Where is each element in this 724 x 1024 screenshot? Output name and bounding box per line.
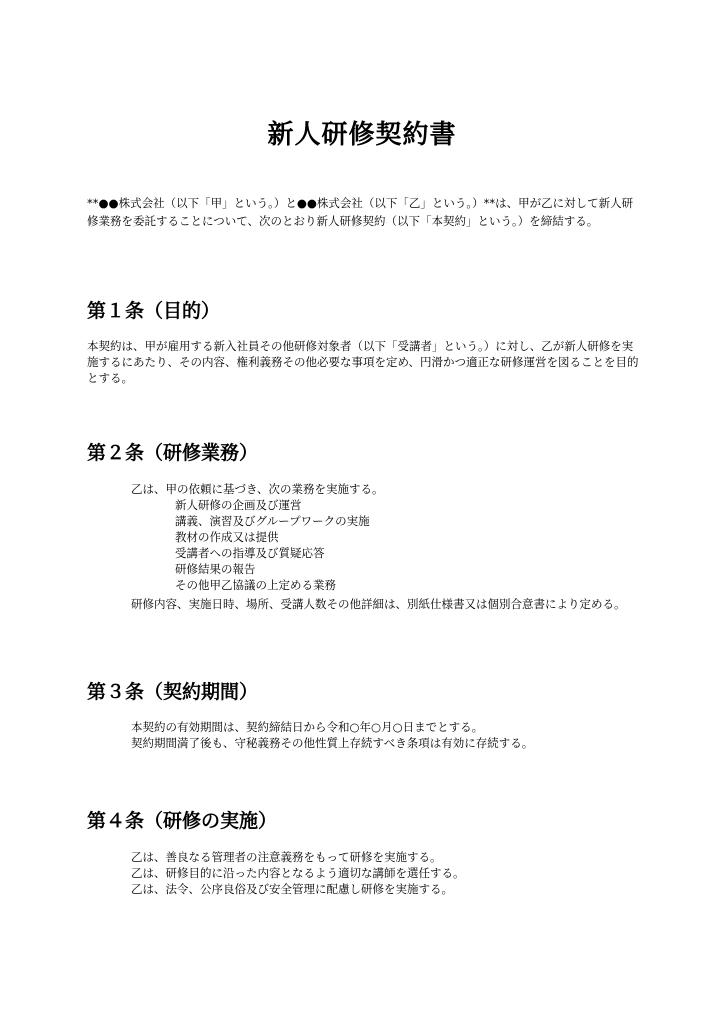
article-1-heading: 第１条（目的） [87,300,221,322]
article-4-line: 乙は、法令、公序良俗及び安全管理に配慮し研修を実施する。 [131,882,453,896]
document-title: 新人研修契約書 [267,120,457,150]
article-4-body [131,849,639,897]
article-2-lead: 乙は、甲の依頼に基づき、次の業務を実施する。 [131,482,384,496]
article-1-body: 本契約は、甲が雇用する新入社員その他研修対象者（以下「受講者」という。）に対し、乙が新人研修を実施するにあたり、その内容、権利義務その他必要な事項を定め、円滑かつ適正な研修運営を図ることを目的とする。 [87,339,639,385]
article-2-item: 受講者への指導及び質疑応答 [175,546,325,560]
article-3-line: 本契約の有効期間は、契約締結日から令和○年○月○日までとする。 [131,720,484,734]
article-2-tail: 研修内容、実施日時、場所、受講人数その他詳細は、別紙仕様書又は個別合意書により定める。 [131,597,626,611]
intro-paragraph: **●●株式会社（以下「甲」という。）と●●株式会社（以下「乙」という。）**は、甲が乙に対して新人研修業務を委託することについて、次のとおり新人研修契約（以下「本契約」という。）を締結する。 [87,196,634,228]
article-4-line: 乙は、善良なる管理者の注意義務をもって研修を実施する。 [131,850,442,864]
article-2-item: その他甲乙協議の上定める業務 [175,578,336,592]
article-2-heading: 第２条（研修業務） [87,442,259,464]
article-2-item: 教材の作成又は提供 [175,530,279,544]
article-3-line: 契約期間満了後も、守秘義務その他性質上存続すべき条項は有効に存続する。 [131,736,534,750]
article-2-item: 研修結果の報告 [175,562,256,576]
article-4-line: 乙は、研修目的に沿った内容となるよう適切な講師を選任する。 [131,866,465,880]
article-2-item: 新人研修の企画及び運営 [175,498,302,512]
article-4-heading: 第４条（研修の実施） [87,810,278,832]
article-2-item: 講義、演習及びグループワークの実施 [175,514,370,528]
article-3-heading: 第３条（契約期間） [87,681,259,703]
article-3-body [131,719,639,751]
